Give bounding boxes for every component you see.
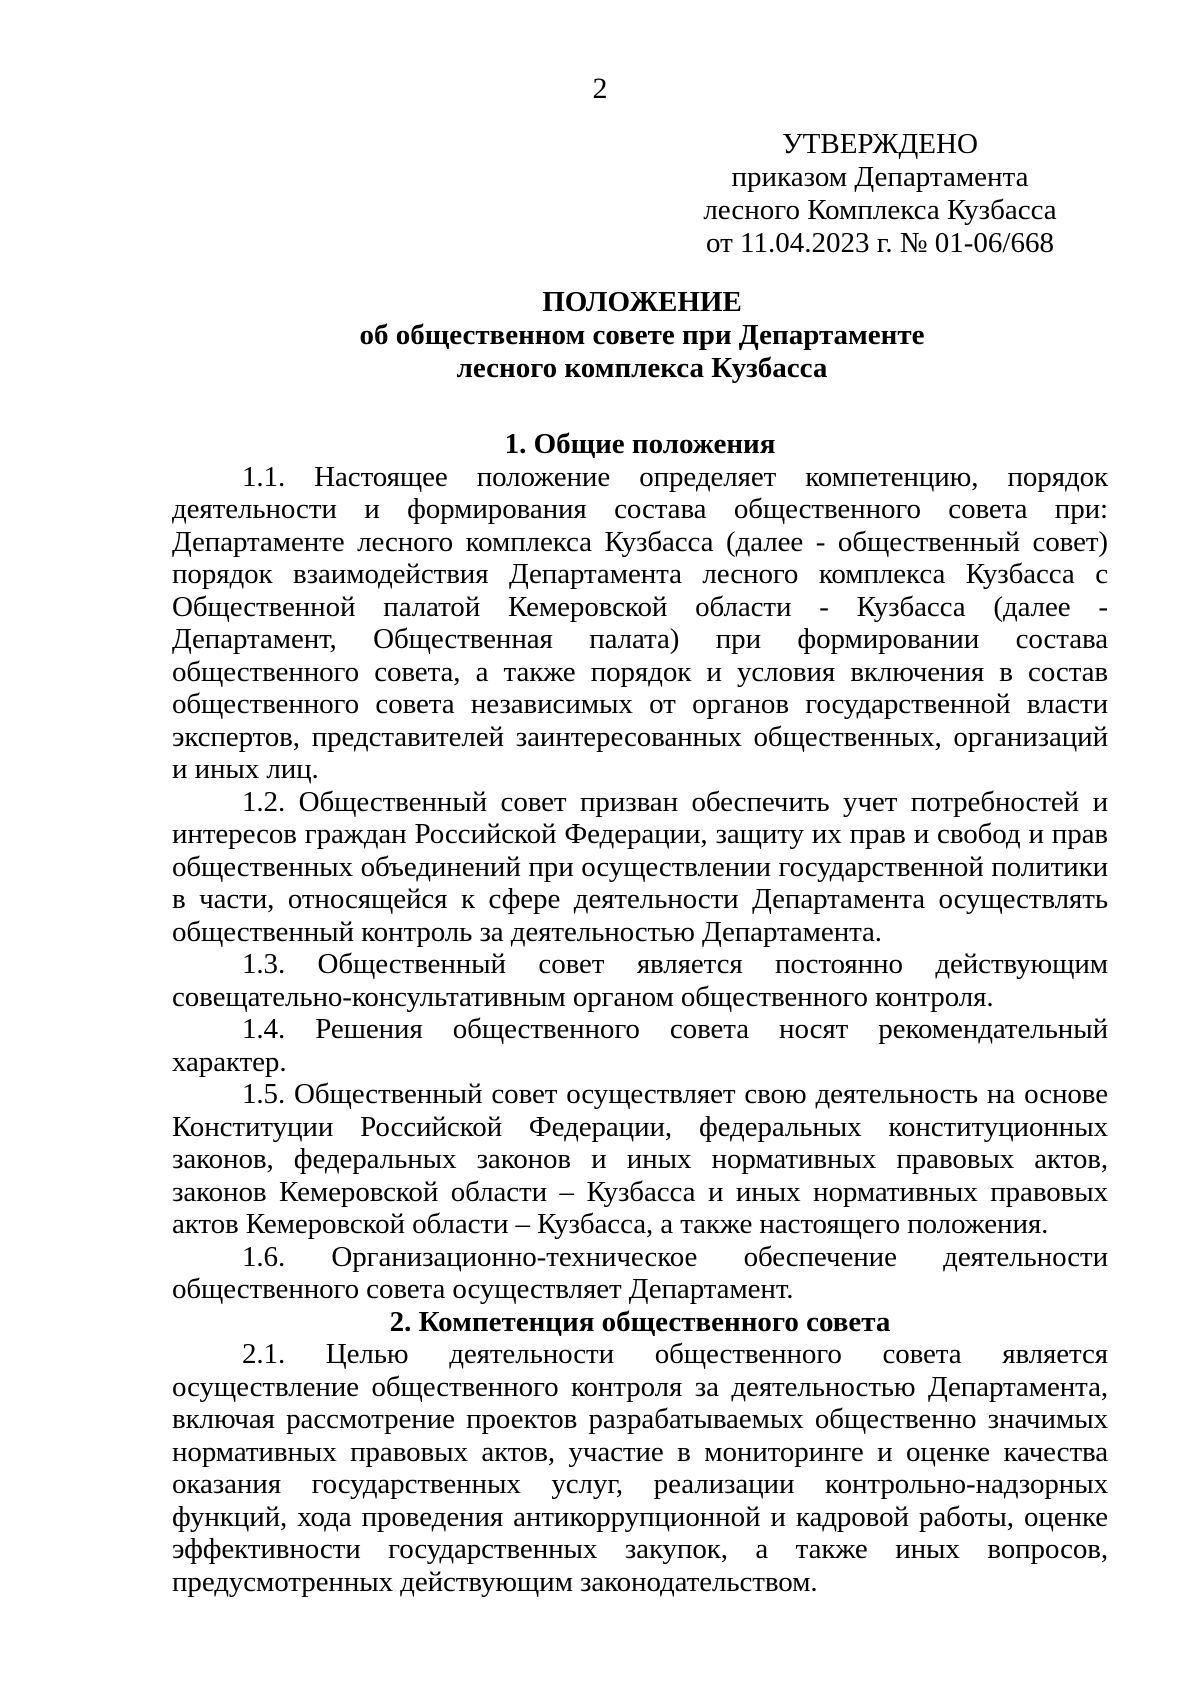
title-line: лесного комплекса Кузбасса	[456, 352, 828, 384]
paragraph-1-2: 1.2. Общественный совет призван обеспечить учет потребностей и интересов граждан Российской Федерации, защиту их прав и свобод и прав общественных объединений при осуществлении государственной политики в части, относящейся к сфере деятельности Департамента осуществлять общественный контроль за деятельностью Департамента.	[172, 785, 1108, 948]
paragraph-1-3: 1.3. Общественный совет является постоянно действующим совещательно-консультативным органом общественного контроля.	[172, 948, 1108, 1013]
approval-line: приказом Департамента	[731, 161, 1029, 193]
approval-line: УТВЕРЖДЕНО	[782, 128, 978, 160]
title-line: ПОЛОЖЕНИЕ	[542, 286, 742, 318]
paragraph-1-4: 1.4. Решения общественного совета носят рекомендательный характер.	[172, 1013, 1108, 1078]
paragraph-1-6: 1.6. Организационно-техническое обеспечение деятельности общественного совета осуществляет Департамент.	[172, 1240, 1108, 1305]
document-body	[172, 428, 1108, 1598]
approval-order-number: от 11.04.2023 г. № 01-06/668	[706, 227, 1054, 259]
section-heading: 2. Компетенция общественного совета	[389, 1305, 891, 1338]
document-title	[172, 286, 1112, 385]
paragraph-2-1: 2.1. Целью деятельности общественного совета является осуществление общественного контроля за деятельностью Департамента, включая рассмотрение проектов разрабатываемых общественно значимых нормативных правовых актов, участие в мониторинге и оценке качества оказания государственных услуг, реализации контрольно-надзорных функций, хода проведения антикоррупционной и кадровой работы, оценке эффективности государственных закупок, а также иных вопросов, предусмотренных действующим законодательством.	[172, 1338, 1108, 1598]
page-number: 2	[592, 72, 608, 105]
section-heading: 1. Общие положения	[504, 428, 776, 460]
approval-line: лесного Комплекса Кузбасса	[703, 194, 1057, 226]
approval-stamp	[680, 128, 1080, 260]
paragraph-1-5: 1.5. Общественный совет осуществляет свою деятельность на основе Конституции Российской Федерации, федеральных конституционных законов, федеральных законов и иных нормативных правовых актов, законов Кемеровской области – Кузбасса и иных нормативных правовых актов Кемеровской области – Кузбасса, а также настоящего положения.	[172, 1078, 1108, 1240]
paragraph-1-1: 1.1. Настоящее положение определяет компетенцию, порядок деятельности и формирования состава общественного совета при: Департаменте лесного комплекса Кузбасса (далее - общественный совет) порядок взаимодействия Департамента лесного комплекса Кузбасса с Общественной палатой Кемеровской области - Кузбасса (далее - Департамент, Общественная палата) при формировании состава общественного совета, а также порядок и условия включения в состав общественного совета независимых от органов государственной власти экспертов, представителей заинтересованных общественных, организаций и иных лиц.	[172, 460, 1108, 785]
title-line: об общественном совете при Департаменте	[359, 319, 925, 351]
